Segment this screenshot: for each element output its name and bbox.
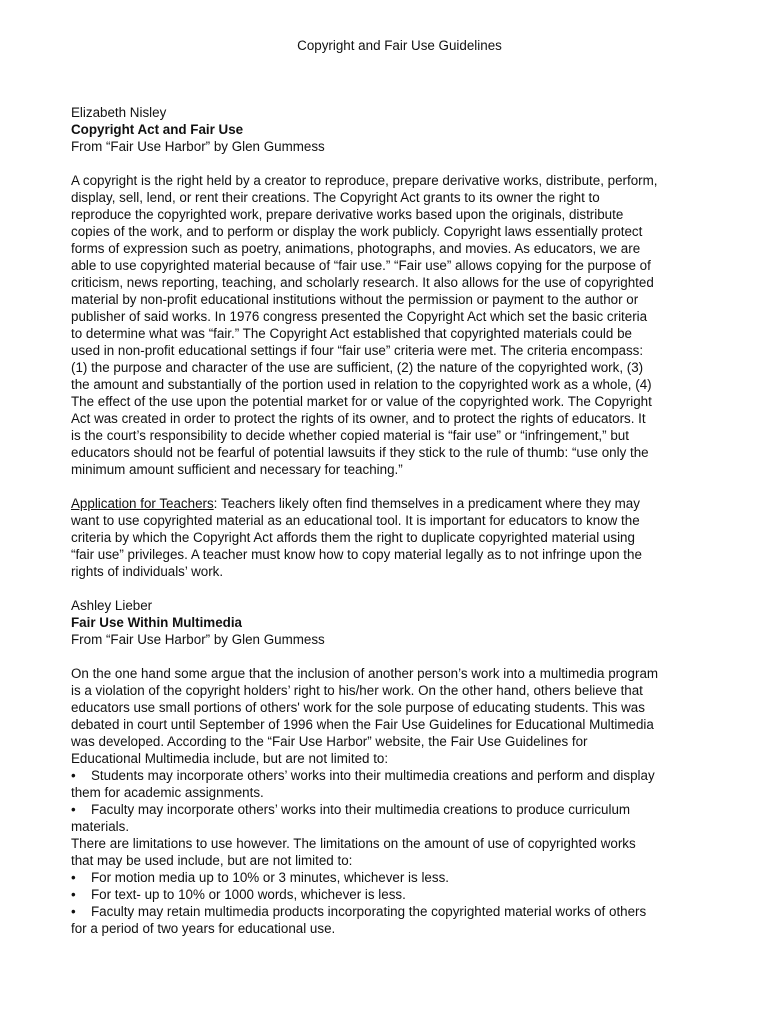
- bullet-text: For text- up to 10% or 1000 words, whichever is less.: [91, 887, 406, 902]
- body-line: A copyright is the right held by a creator to reproduce, prepare derivative works, distribute, perform,: [71, 173, 658, 188]
- bullet-text: them for academic assignments.: [71, 785, 264, 800]
- limits-line: There are limitations to use however. The limitations on the amount of use of copyrighted works: [71, 836, 636, 851]
- bullet-symbol: •: [71, 887, 76, 902]
- limit-bullet: [71, 903, 728, 920]
- limit-bullet: [71, 886, 728, 903]
- application-line: rights of individuals’ work.: [71, 564, 224, 579]
- body-line: educators should not be fearful of potential lawsuits if they stick to the rule of thumb: “use only the: [71, 445, 649, 460]
- guideline-bullet: [71, 784, 728, 801]
- application-line: criteria by which the Copyright Act affords them the right to duplicate copyrighted material using: [71, 530, 635, 545]
- section-copyright-act: [71, 104, 728, 580]
- body-line: reproduce the copyrighted work, prepare derivative works based upon the originals, distribute: [71, 207, 624, 222]
- limits-line: that may be used include, but are not limited to:: [71, 853, 353, 868]
- body-line: publisher of said works. In 1976 congress presented the Copyright Act which set the basic criteria: [71, 309, 648, 324]
- body-line: forms of expression such as poetry, animations, photographs, and movies. As educators, we are: [71, 241, 641, 256]
- section1-body-paragraph: [71, 172, 728, 478]
- body-line: The effect of the use upon the potential market for or value of the copyrighted work. The Copyright: [71, 394, 652, 409]
- bullet-text: for a period of two years for educational use.: [71, 921, 336, 936]
- section2-source: From “Fair Use Harbor” by Glen Gummess: [71, 632, 325, 647]
- limit-bullet: [71, 920, 728, 937]
- body-line: copies of the work, and to perform or display the work publicly. Copyright laws essentially protect: [71, 224, 643, 239]
- application-label: Application for Teachers: [71, 496, 214, 511]
- body-line: On the one hand some argue that the inclusion of another person’s work into a multimedia program: [71, 666, 659, 681]
- bullet-symbol: •: [71, 768, 76, 783]
- body-line: Act was created in order to protect the rights of its owner, and to protect the rights of educators. It: [71, 411, 646, 426]
- body-line: educators use small portions of others' work for the sole purpose of educating students. This was: [71, 700, 645, 715]
- body-line: display, sell, lend, or rent their creations. The Copyright Act grants to its owner the right to: [71, 190, 600, 205]
- limit-bullet: [71, 869, 728, 886]
- body-line: to determine what was “fair.” The Copyright Act established that copyrighted materials could be: [71, 326, 632, 341]
- section1-heading: Copyright Act and Fair Use: [71, 122, 244, 137]
- guideline-bullet: [71, 801, 728, 818]
- guideline-bullet: [71, 767, 728, 784]
- body-line: Educational Multimedia include, but are not limited to:: [71, 751, 389, 766]
- application-line: “fair use” privileges. A teacher must know how to copy material legally as to not infringe upon the: [71, 547, 642, 562]
- bullet-text: Faculty may incorporate others’ works into their multimedia creations to produce curriculum: [91, 802, 631, 817]
- body-line: minimum amount sufficient and necessary for teaching.”: [71, 462, 403, 477]
- application-first-line: : Teachers likely often find themselves in a predicament where they may: [213, 496, 640, 511]
- body-line: is the court’s responsibility to decide whether copied material is “fair use” or “infringement,” but: [71, 428, 629, 443]
- bullet-symbol: •: [71, 802, 76, 817]
- section2-heading: Fair Use Within Multimedia: [71, 615, 242, 630]
- guideline-bullet: [71, 818, 728, 835]
- body-line: used in non-profit educational settings if four “fair use” criteria were met. The criteria encompass:: [71, 343, 644, 358]
- body-line: is a violation of the copyright holders’ right to his/her work. On the other hand, others believe that: [71, 683, 643, 698]
- body-line: (1) the purpose and character of the use are sufficient, (2) the nature of the copyrighted work, (3): [71, 360, 644, 375]
- section1-author: Elizabeth Nisley: [71, 105, 167, 120]
- bullet-text: Faculty may retain multimedia products incorporating the copyrighted material works of others: [91, 904, 647, 919]
- bullet-text: For motion media up to 10% or 3 minutes, whichever is less.: [91, 870, 449, 885]
- body-line: material by non-profit educational institutions without the permission or payment to the author or: [71, 292, 639, 307]
- application-line: want to use copyrighted material as an educational tool. It is important for educators to know the: [71, 513, 640, 528]
- section2-body-paragraph: [71, 665, 728, 937]
- section-fair-use-multimedia: [71, 597, 728, 937]
- body-line: able to use copyrighted material because of “fair use.” “Fair use” allows copying for the purpose of: [71, 258, 651, 273]
- bullet-text: Students may incorporate others’ works into their multimedia creations and perform and display: [91, 768, 655, 783]
- section2-author: Ashley Lieber: [71, 598, 153, 613]
- document-title: Copyright and Fair Use Guidelines: [297, 38, 502, 53]
- application-paragraph: [71, 495, 728, 580]
- body-line: debated in court until September of 1996 when the Fair Use Guidelines for Educational Multimedia: [71, 717, 654, 732]
- bullet-symbol: •: [71, 904, 76, 919]
- bullet-symbol: •: [71, 870, 76, 885]
- body-line: criticism, news reporting, teaching, and scholarly research. It also allows for the use of copyrighted: [71, 275, 654, 290]
- bullet-text: materials.: [71, 819, 130, 834]
- section1-source: From “Fair Use Harbor” by Glen Gummess: [71, 139, 325, 154]
- body-line: the amount and substantially of the portion used in relation to the copyrighted work as a whole, (4): [71, 377, 652, 392]
- body-line: was developed. According to the “Fair Use Harbor” website, the Fair Use Guidelines for: [71, 734, 588, 749]
